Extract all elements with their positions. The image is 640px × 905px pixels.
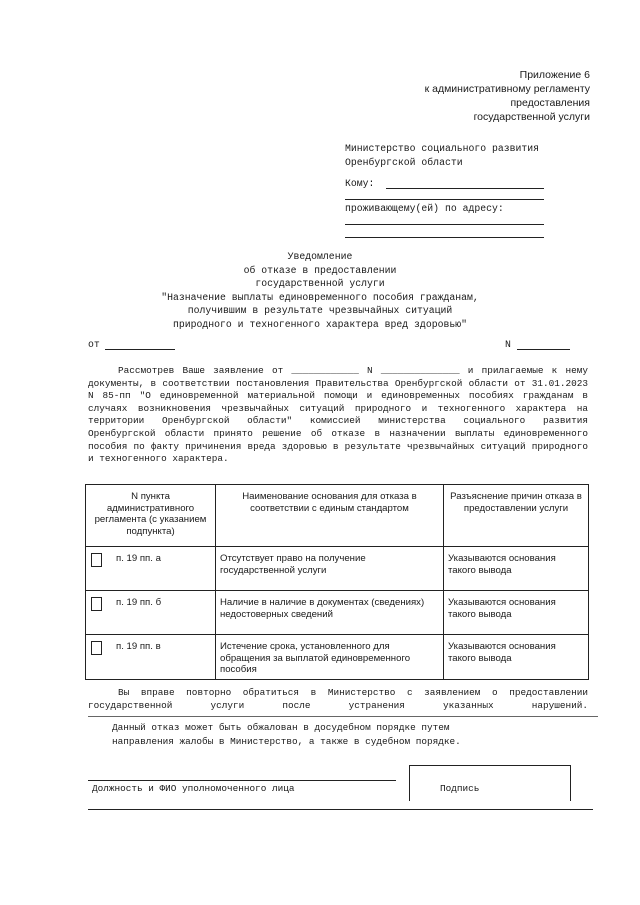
clause-cell [86,547,216,591]
reason-cell: Наличие в наличие в документах (сведениях) недостоверных сведений [216,591,444,635]
explanation-cell: Указываются основания такого вывода [444,547,589,591]
header-explanation: Разъяснение причин отказа в предоставлении услуги [444,485,589,547]
row-checkbox[interactable] [91,641,102,655]
row-checkbox[interactable] [91,553,102,567]
address-field-line-2[interactable] [345,237,544,238]
title-line-4: "Назначение выплаты единовременного пособия гражданам, [161,291,479,303]
explanation-cell: Указываются основания такого вывода [444,591,589,635]
from-label: от [88,339,100,350]
appeal-line-1: Данный отказ может быть обжалован в досудебном порядке путем [112,722,450,733]
clause-text: п. 19 пп. б [116,597,162,608]
divider-line [88,716,598,717]
ministry-line-1: Министерство социального развития [345,143,540,154]
table-row [86,591,589,635]
explanation-cell: Указываются основания такого вывода [444,635,589,680]
to-field-line-2[interactable] [345,199,544,200]
appeal-line-2: направления жалобы в Министерство, а также в судебном порядке. [112,736,461,747]
decision-text [88,365,588,466]
signature-label: Подпись [440,783,480,794]
appendix-header [425,68,590,124]
clause-cell [86,591,216,635]
clause-text: п. 19 пп. а [116,553,161,564]
title-line-2: об отказе в предоставлении [243,264,397,276]
reason-cell: Отсутствует право на получение государственной услуги [216,547,444,591]
repeat-application-text [88,687,588,712]
table-header-row [86,485,589,547]
title-line-6: природного и техногенного характера вред здоровью" [173,318,467,330]
appendix-line-2: к административному регламенту [424,83,590,95]
table-row [86,547,589,591]
position-label: Должность и ФИО уполномоченного лица [92,783,295,794]
title-line-1: Уведомление [287,251,353,262]
row-checkbox[interactable] [91,597,102,611]
header-clause: N пункта административного регламента (с указанием подпункта) [86,485,216,547]
table-row [86,635,589,680]
refusal-grounds-table [85,484,589,680]
signature-box[interactable] [409,765,571,801]
position-field[interactable] [88,780,396,781]
to-label: Кому: [345,178,375,189]
number-label: N [505,339,511,350]
number-field[interactable] [517,349,570,350]
bottom-rule [88,809,593,810]
ministry-block [345,142,539,170]
appendix-line-1: Приложение 6 [519,69,590,81]
appendix-line-3: предоставления [510,97,590,109]
decision-paragraph: Рассмотрев Ваше заявление от ____________ N ______________ и прилагаемые к нему документы, в соответствии постановления Правительства Оренбургской области от 31.01.2023 N 85-пп "О единовременной материальной помощи и единовременных пособиях гражданам в случаях возникновения чрезвычайных ситуаций природного и техногенного характера на территории Оренбургской области" комиссией министерства социального развития Оренбургской области принято решение об отказе в назначении выплаты единовременного пособия по факту причинения вреда здоровью в результате чрезвычайных ситуаций природного и техногенного характера. [88,365,588,465]
address-label: проживающему(ей) по адресу: [345,203,504,214]
appeal-text [112,721,461,749]
notice-title [0,250,640,331]
ministry-line-2: Оренбургской области [345,157,463,168]
header-reason: Наименование основания для отказа в соответствии с единым стандартом [216,485,444,547]
clause-cell [86,635,216,680]
date-field[interactable] [105,349,175,350]
repeat-paragraph: Вы вправе повторно обратиться в Министерство с заявлением о предоставлении государственной услуги после устранения указанных нарушений. [88,687,588,711]
clause-text: п. 19 пп. в [116,641,161,652]
appendix-line-4: государственной услуги [473,111,590,123]
address-field-line-1[interactable] [345,224,544,225]
to-field[interactable] [386,188,544,189]
title-line-5: получившим в результате чрезвычайных ситуаций [187,305,453,316]
reason-cell: Истечение срока, установленного для обращения за выплатой единовременного пособия [216,635,444,680]
title-line-3: государственной услуги [255,278,385,289]
